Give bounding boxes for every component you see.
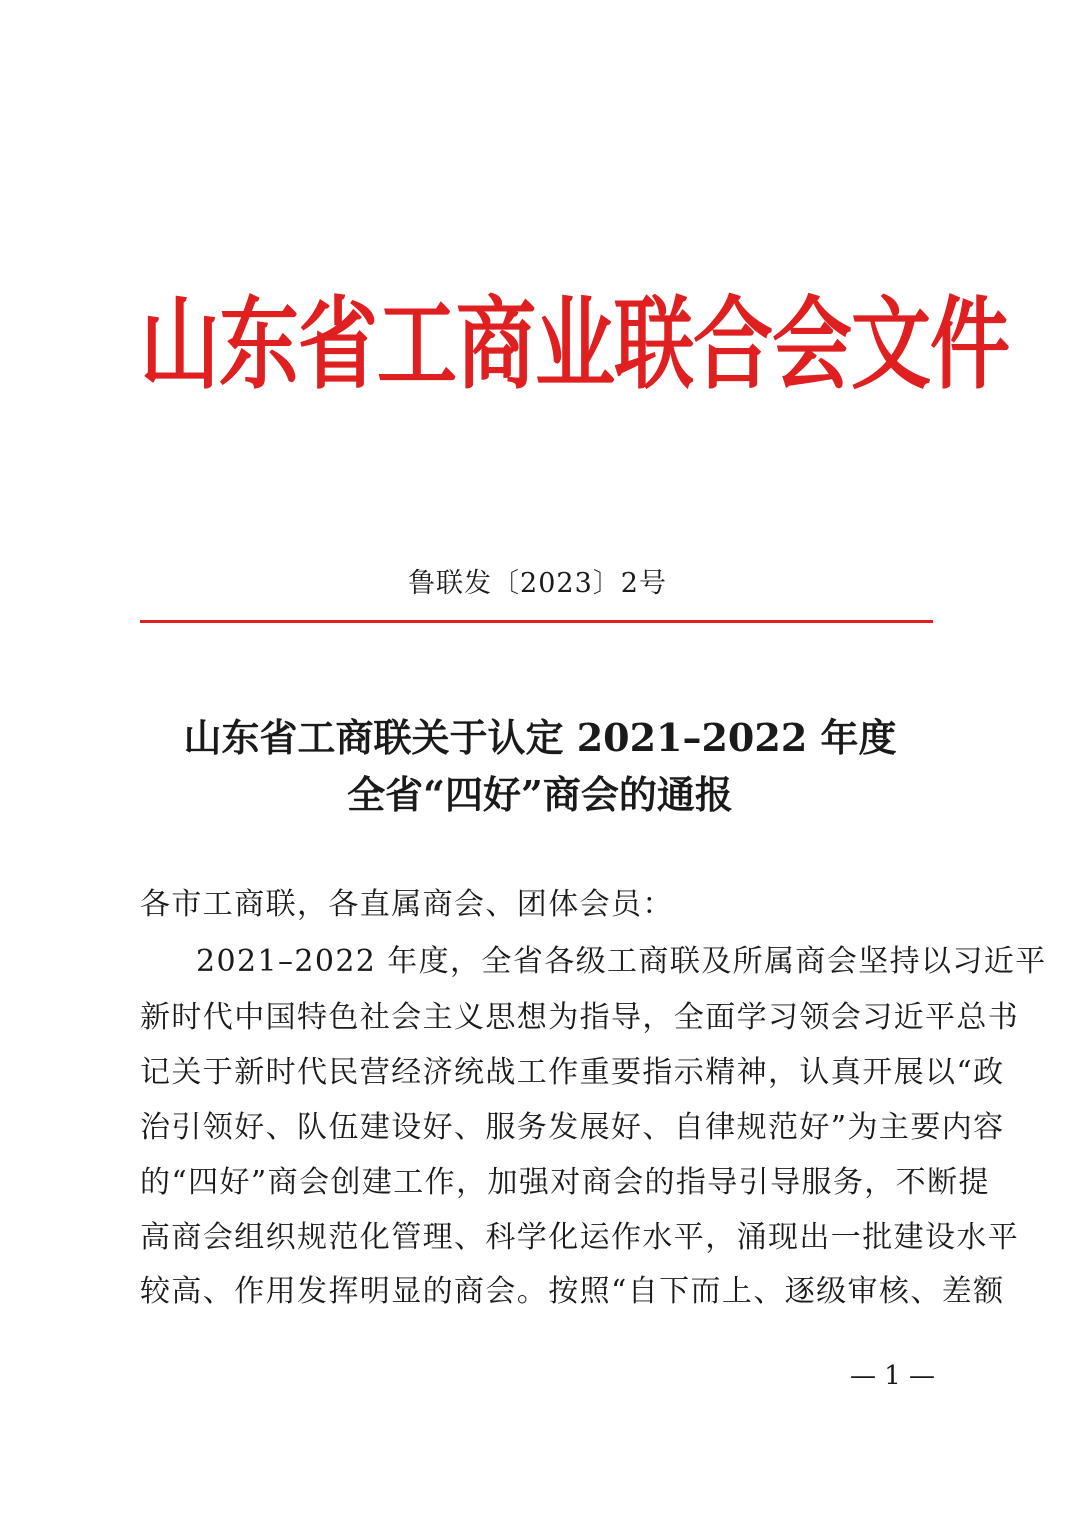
body-line-7: 较高、作用发挥明显的商会。按照“自下而上、逐级审核、差额 <box>140 1274 1005 1309</box>
document-number: 鲁联发〔2023〕2号 <box>408 568 667 599</box>
body-line-6: 高商会组织规范化管理、科学化运作水平，涌现出一批建设水平 <box>140 1220 1020 1255</box>
body-line-3: 记关于新时代民营经济统战工作重要指示精神，认真开展以“政 <box>140 1055 1005 1090</box>
body-line-1: 2021–2022 年度，全省各级工商联及所属商会坚持以习近平 <box>196 944 1047 979</box>
body-line-2: 新时代中国特色社会主义思想为指导，全面学习领会习近平总书 <box>140 1000 1020 1035</box>
masthead-title: 山东省工商业联合会文件 <box>140 286 1009 403</box>
body-line-5: 的“四好”商会创建工作，加强对商会的指导引导服务，不断提 <box>140 1165 990 1200</box>
red-divider-line <box>140 620 933 623</box>
notice-title-line-2: 全省“四好”商会的通报 <box>347 772 733 817</box>
notice-title-line-1: 山东省工商联关于认定 2021–2022 年度 <box>183 715 897 760</box>
page-number: — 1 — <box>849 1361 936 1391</box>
salutation: 各市工商联，各直属商会、团体会员： <box>140 887 674 922</box>
body-line-4: 治引领好、队伍建设好、服务发展好、自律规范好”为主要内容 <box>140 1110 1005 1145</box>
